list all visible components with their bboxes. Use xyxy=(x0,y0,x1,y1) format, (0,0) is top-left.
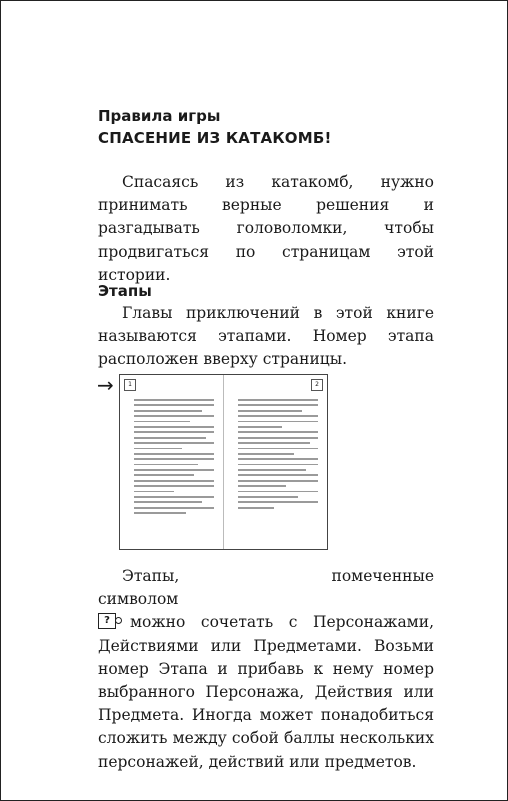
left-page-number: 1 xyxy=(124,379,136,391)
final-text-part2: можно сочетать с Персонажами, Действиями или Предметами. Возьми номер Этапа и прибавь к нему номер выбранного Персонажа, Действия или Предмета. Иногда может понадобиться сложить между собой баллы нескольких персонажей, действий или предметов. xyxy=(98,613,434,771)
rules-title: СПАСЕНИЕ ИЗ КАТАКОМБ! xyxy=(98,129,332,147)
stages-heading: Этапы xyxy=(98,282,152,300)
puzzle-question-mark: ? xyxy=(98,613,116,629)
left-page-text-block xyxy=(134,399,214,518)
spread-gutter xyxy=(223,375,224,549)
final-text-part1: Этапы, помеченные символом xyxy=(98,567,434,609)
final-paragraph xyxy=(98,565,434,774)
rules-heading: Правила игры xyxy=(98,107,221,125)
intro-paragraph xyxy=(98,171,434,287)
stages-paragraph xyxy=(98,302,434,372)
puzzle-icon xyxy=(98,613,120,631)
book-spread-illustration xyxy=(119,374,328,550)
right-page-number: 2 xyxy=(311,379,323,391)
right-page-text-block xyxy=(238,399,318,512)
intro-text: Спасаясь из катакомб, нужно принимать верные решения и разгадывать головоломки, чтобы продвигаться по страницам этой истории. xyxy=(98,173,434,284)
stages-text: Главы приключений в этой книге называются этапами. Номер этапа расположен вверху страницы. xyxy=(98,304,434,369)
arrow-icon: → xyxy=(97,373,114,397)
